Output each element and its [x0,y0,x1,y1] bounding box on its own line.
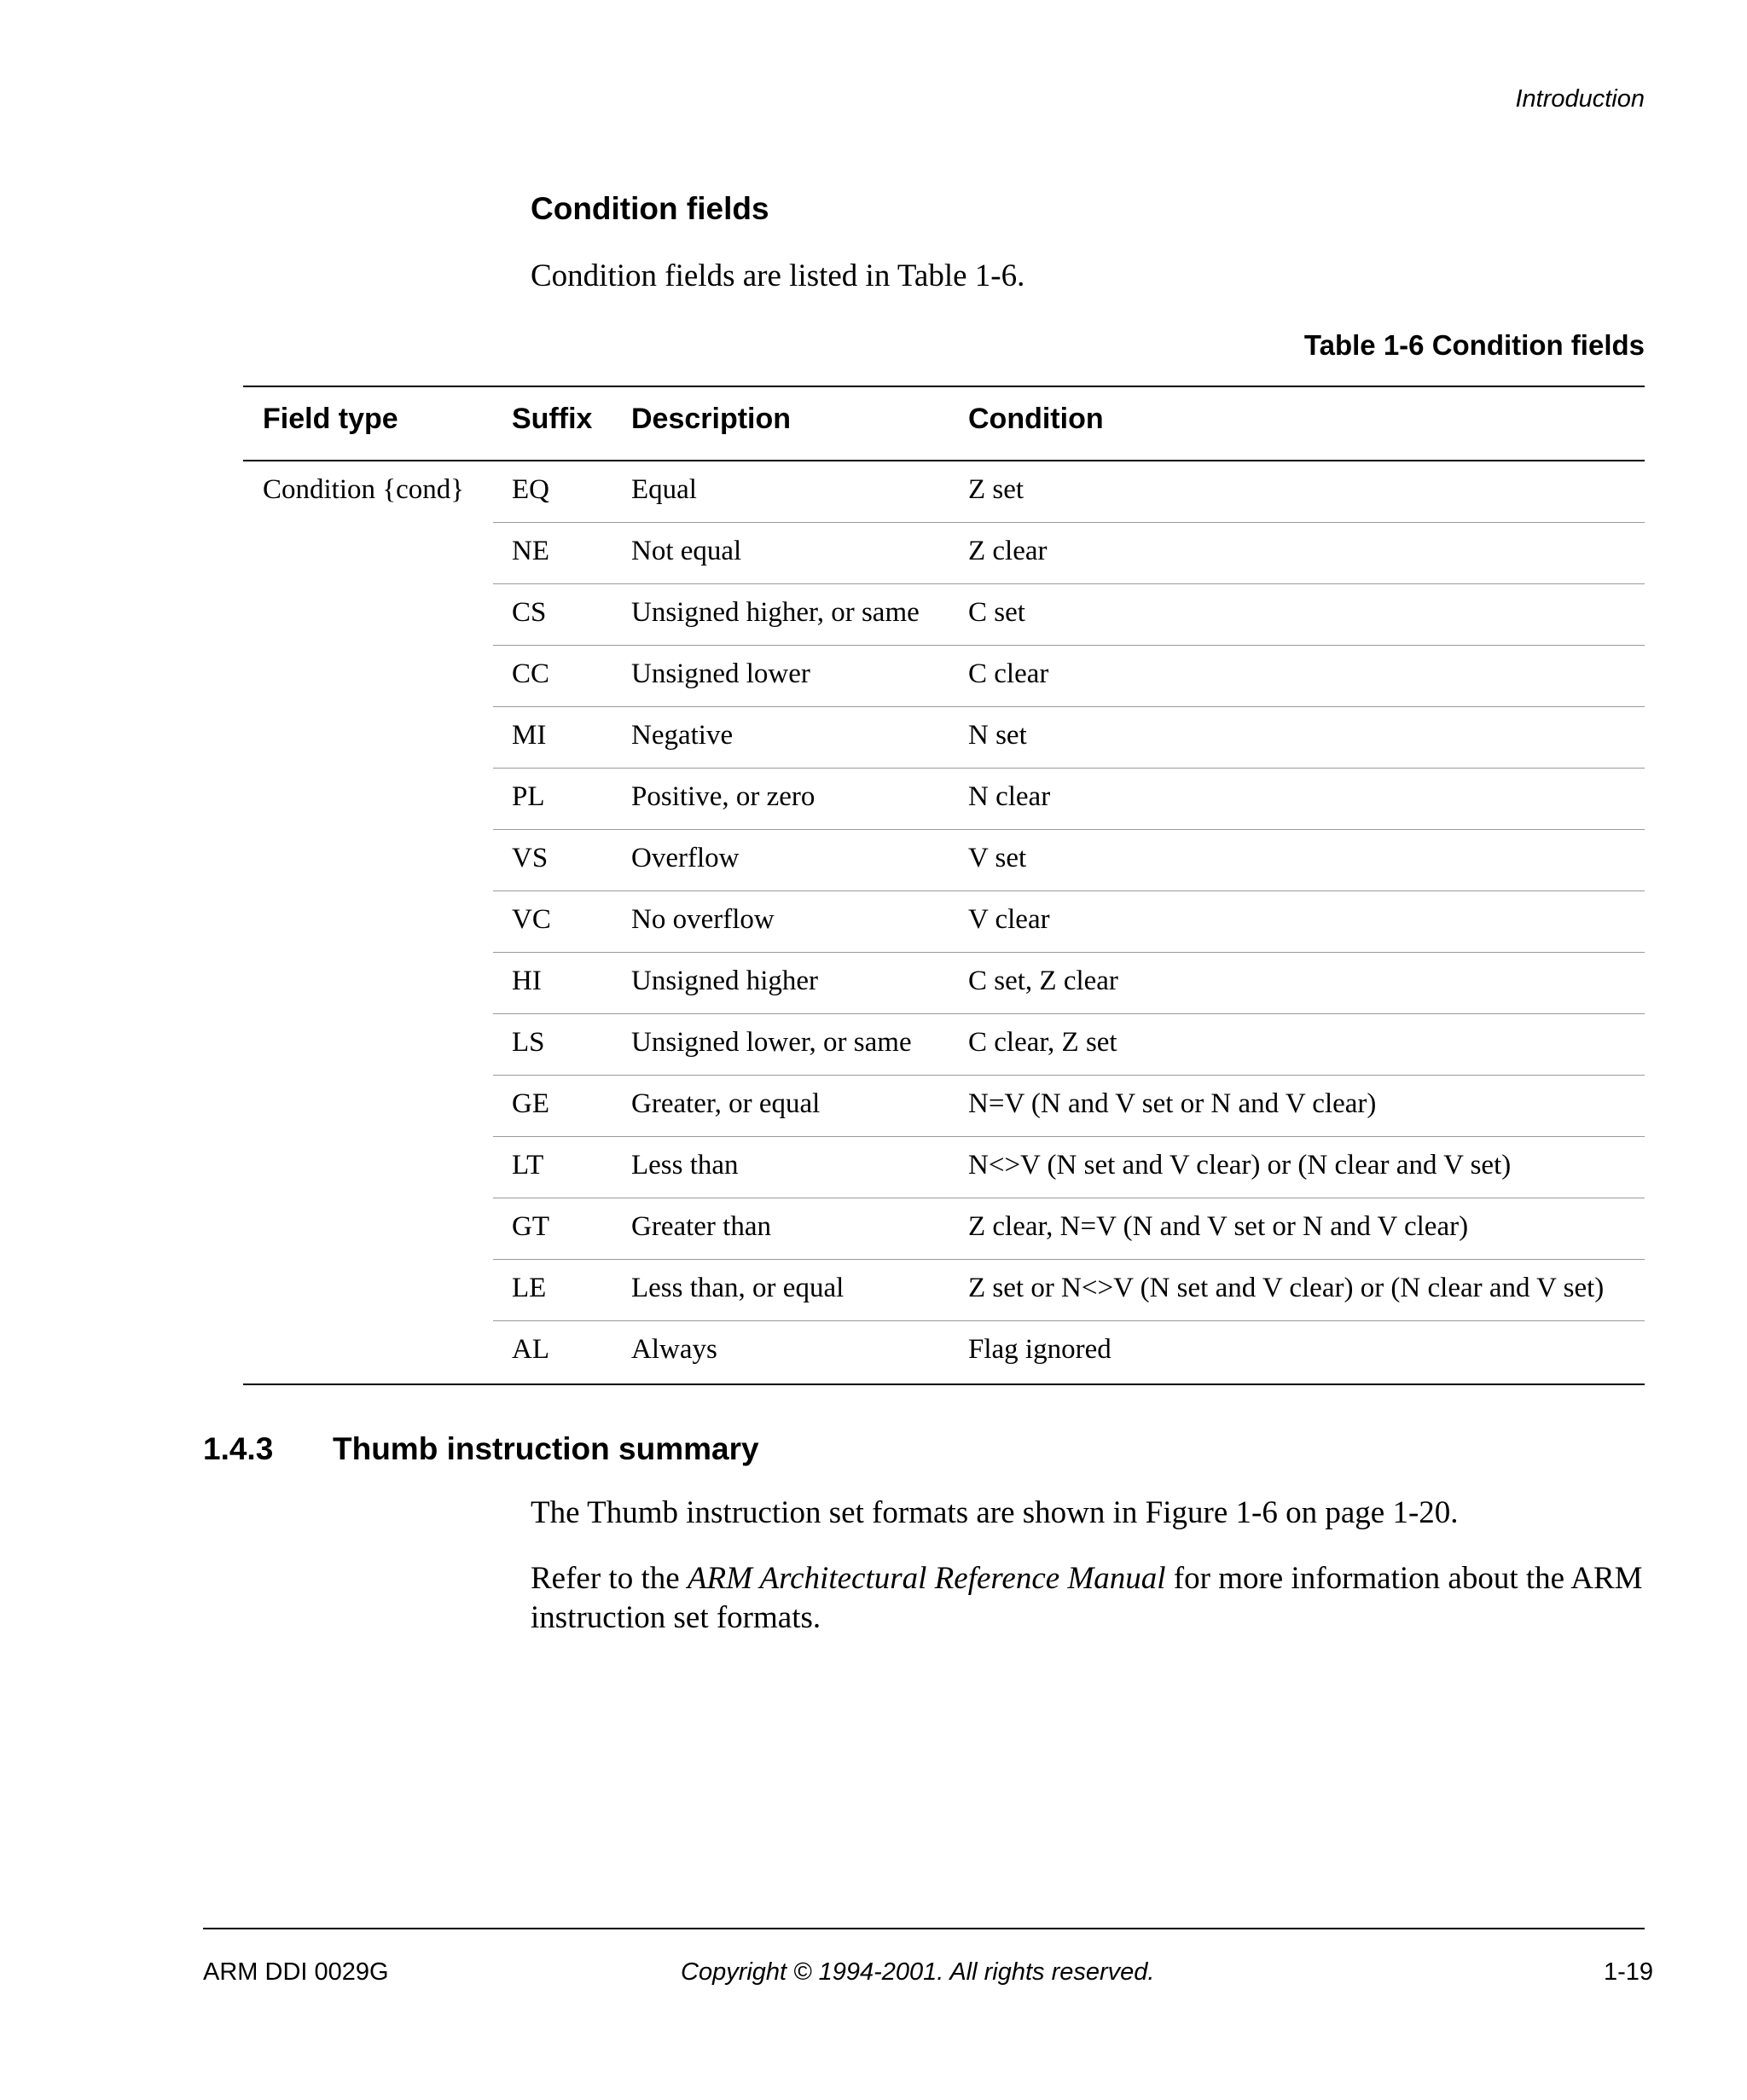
condition-cell: N clear [968,781,1051,812]
row-separator [493,890,1645,891]
row-separator [493,706,1645,707]
suffix-cell: LS [512,1027,545,1058]
row-separator [493,522,1645,523]
row-separator [493,645,1645,646]
condition-cell: C set [968,597,1025,628]
suffix-cell: CC [512,658,550,689]
table-header-rule [243,460,1645,461]
condition-cell: V set [968,843,1027,873]
table-bottom-rule [243,1384,1645,1385]
table-top-rule [243,386,1645,387]
suffix-cell: PL [512,781,545,812]
para2-after: for more information about the ARM instruction set formats. [531,1561,1643,1635]
description-cell: Unsigned lower, or same [631,1027,912,1058]
row-separator [493,768,1645,769]
condition-cell: C clear, Z set [968,1027,1117,1058]
suffix-cell: HI [512,966,542,996]
column-header-field-type: Field type [263,403,398,435]
column-header-suffix: Suffix [512,403,593,435]
condition-cell: V clear [968,904,1050,935]
suffix-cell: AL [512,1334,549,1365]
intro-paragraph: Condition fields are listed in Table 1-6. [531,258,1025,293]
running-header: Introduction [1515,85,1645,113]
description-cell: Positive, or zero [631,781,815,812]
section-heading-thumb-summary: Thumb instruction summary [333,1431,759,1466]
description-cell: Overflow [631,843,740,873]
row-separator [493,952,1645,953]
document-id: ARM DDI 0029G [203,1958,389,1986]
section-number: 1.4.3 [203,1431,274,1466]
suffix-cell: VC [512,904,551,935]
suffix-cell: MI [512,720,547,751]
thumb-paragraph-2 [531,1559,1648,1638]
description-cell: Unsigned higher, or same [631,597,920,628]
description-cell: Unsigned higher [631,966,819,996]
row-separator [493,1075,1645,1076]
section-heading-condition-fields: Condition fields [531,191,769,226]
row-separator [493,1136,1645,1137]
condition-cell: Z clear [968,536,1048,566]
description-cell: Not equal [631,536,742,566]
para2-before: Refer to the [531,1561,688,1596]
copyright-notice: Copyright © 1994-2001. All rights reserved. [681,1958,1155,1986]
description-cell: Equal [631,474,697,505]
condition-cell: C clear [968,658,1049,689]
table-caption: Table 1-6 Condition fields [1303,329,1645,361]
row-separator [493,1320,1645,1321]
condition-cell: C set, Z clear [968,966,1118,996]
row-separator [493,1013,1645,1014]
footer-rule [203,1928,1645,1929]
condition-cell: Flag ignored [968,1334,1111,1365]
description-cell: Negative [631,720,734,751]
condition-cell: N<>V (N set and V clear) or (N clear and V set) [968,1150,1512,1181]
description-cell: Always [631,1334,717,1365]
manual-title: ARM Architectural Reference Manual [687,1561,1166,1596]
page-number: 1-19 [1603,1958,1653,1986]
description-cell: No overflow [631,904,775,935]
suffix-cell: LT [512,1150,544,1181]
condition-cell: N set [968,720,1027,751]
suffix-cell: VS [512,843,548,873]
row-separator [493,829,1645,830]
description-cell: Less than [631,1150,739,1181]
description-cell: Greater, or equal [631,1088,821,1119]
condition-cell: N=V (N and V set or N and V clear) [968,1088,1377,1119]
condition-cell: Z clear, N=V (N and V set or N and V clear) [968,1211,1469,1242]
condition-cell: Z set [968,474,1024,505]
thumb-paragraph-1: The Thumb instruction set formats are shown in Figure 1-6 on page 1-20. [531,1495,1459,1530]
suffix-cell: LE [512,1273,547,1303]
description-cell: Less than, or equal [631,1273,844,1303]
suffix-cell: EQ [512,474,549,505]
column-header-condition: Condition [968,403,1104,435]
description-cell: Unsigned lower [631,658,810,689]
row-separator [493,1259,1645,1260]
suffix-cell: NE [512,536,549,566]
suffix-cell: CS [512,597,547,628]
description-cell: Greater than [631,1211,771,1242]
column-header-description: Description [631,403,792,435]
field-type-cell: Condition {cond} [263,474,465,505]
suffix-cell: GE [512,1088,549,1119]
condition-cell: Z set or N<>V (N set and V clear) or (N clear and V set) [968,1273,1605,1303]
suffix-cell: GT [512,1211,549,1242]
row-separator [493,583,1645,584]
